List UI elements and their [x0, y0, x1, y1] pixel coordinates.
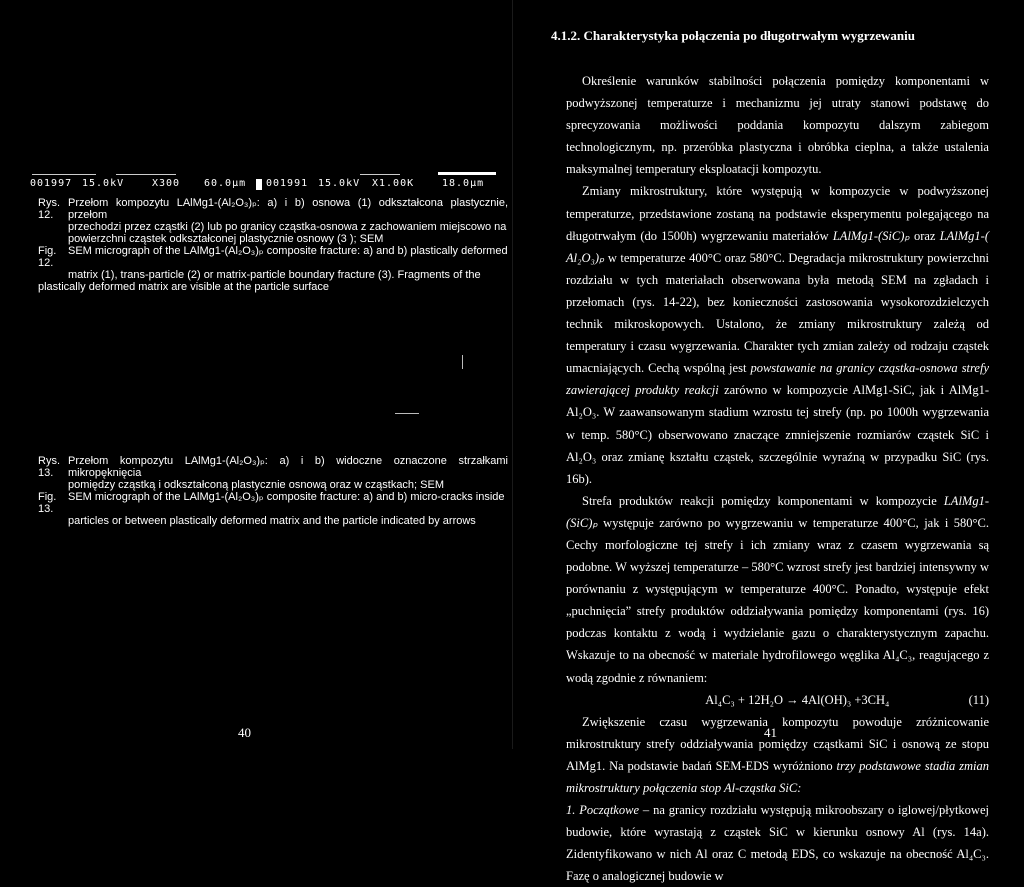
sem-right-scale: 18.0µm: [442, 178, 485, 189]
text-run-italic: LAlMg1-( Al₂O₃)ₚ: [566, 228, 989, 265]
body-text: [566, 70, 989, 887]
caption-text-en-cont: particles or between plastically deformed matrix and the particle indicated by arrows: [68, 515, 476, 527]
paragraph-2: [566, 180, 989, 489]
sem-micrograph-databar: [30, 178, 500, 192]
text-run-italic: LAlMg1-(SiC)ₚ: [832, 228, 910, 243]
caption-text-pl: Przełom kompozytu LAlMg1-(Al₂O₃)ₚ: a) i b) widoczne oznaczone strzałkami mikropęknięcia: [68, 455, 508, 479]
caption-label-pl: Rys. 12.: [38, 197, 60, 221]
text-run: zarówno w kompozycie AlMg1-SiC, jak i AlMg1-Al₂O₃. W zaawansowanym stadium wzrostu tej strefy (np. po 1000h wygrzewania w temp. 580°C) obserwowano znaczące zmniejszenie rozmiarów cząstek SiC i Al₂O₃ oraz zmianę kształtu cząstek, szczególnie wyraźną w przypadku SiC (rys. 16b).: [566, 383, 989, 486]
equation-text: Al₄C₃ + 12H₂O → 4Al(OH)₃ +3CH₄: [705, 692, 890, 707]
sem-right-kv: 15.0kV: [318, 178, 361, 189]
text-run: oraz: [909, 228, 940, 243]
databar-line: [360, 174, 400, 175]
caption-label-pl: Rys. 13.: [38, 455, 60, 479]
figure-12-caption: [38, 197, 508, 293]
text-run: występuje zarówno po wygrzewaniu w temperaturze 400°C, jak i 580°C. Cechy morfologiczne tej strefy i ich zmiany wraz z czasem wygrzewania są podobne. W wyższej temperaturze – 580°C wzrost strefy jest bardziej intensywny w porównaniu z występującym w temperaturze 400°C. Ponadto, występuje efekt „puchnięcia” strefy produktów oddziaływania pomiędzy komponentami (rys. 16) podczas kontaktu z wodą i wydzielanie gazu o charakterystycznym zapachu. Wskazuje to na obecność w materiale hydrofilowego węglika Al₄C₃, reagującego z wodą zgodnie z równaniem:: [566, 515, 989, 685]
paragraph-3: [566, 490, 989, 689]
caption-text-pl-cont: powierzchni cząstek odkształconej plastycznie osnowy (3 ); SEM: [68, 233, 384, 245]
section-heading: 4.1.2. Charakterystyka połączenia po długotrwałym wygrzewaniu: [551, 28, 915, 43]
sem-left-scale: 60.0µm: [204, 178, 247, 189]
caption-label-en: Fig. 13.: [38, 491, 57, 515]
sem-right-mag: X1.00K: [372, 178, 415, 189]
equation-number: (11): [968, 692, 989, 707]
paragraph-5: [566, 799, 989, 887]
text-run: Zmiany mikrostruktury, które występują w kompozycie w podwyższonej temperaturze, przedstawione zostaną na podstawie eksperymentu polegającego na długotrwałym (do 1500h) wygrzewaniu materiałów: [566, 184, 989, 243]
sem-marker: [256, 179, 262, 190]
figure-13-caption: [38, 455, 508, 527]
text-run: Zwiększenie czasu wygrzewania kompozytu powoduje zróżnicowanie mikrostruktury strefy oddziaływania pomiędzy cząstkami SiC i osnową ze stopu AlMg1. Na podstawie badań SEM-EDS wyróżniono: [566, 714, 989, 773]
text-run-italic: powstawanie na granicy cząstka-osnowa strefy zawierającej produkty reakcji: [566, 361, 989, 398]
databar-line: [438, 172, 496, 175]
scan-artifact: [462, 355, 463, 369]
caption-text-en: SEM micrograph of the LAlMg1-(Al₂O₃)ₚ composite fracture: a) and b) plastically deformed: [68, 245, 508, 257]
caption-text-en-cont: matrix (1), trans-particle (2) or matrix-particle boundary fracture (3). Fragments of the: [68, 269, 481, 281]
databar-line: [32, 174, 96, 175]
caption-text-en-cont: plastically deformed matrix are visible at the particle surface: [38, 281, 330, 293]
databar-line: [116, 174, 176, 175]
caption-text-en: SEM micrograph of the LAlMg1-(Al₂O₃)ₚ composite fracture: a) and b) micro-cracks inside: [68, 491, 505, 503]
caption-label-en: Fig. 12.: [38, 245, 57, 269]
sem-left-mag: X300: [152, 178, 181, 189]
page-number-right: 41: [764, 725, 777, 740]
text-run-italic: LAlMg1-(SiC)ₚ: [566, 493, 989, 530]
paragraph-4: [566, 711, 989, 799]
caption-text-pl-cont: pomiędzy cząstką i odkształconą plastycznie osnową oraz w cząstkach; SEM: [68, 479, 444, 491]
scan-artifact: [395, 413, 419, 414]
caption-text-pl: Przełom kompozytu LAlMg1-(Al₂O₃)ₚ: a) i b) osnowa (1) odkształcona plastycznie, przełom: [68, 197, 508, 221]
sem-left-kv: 15.0kV: [82, 178, 125, 189]
text-run: w temperaturze 400°C oraz 580°C. Degradacja mikrostruktury powierzchni rozdziału w tych materiałach obserwowana była metodą SEM na zgładach i przełomach (rys. 14-22), bez konieczności zastosowania wysokorozdzielczych technik mikroskopowych. Ustalono, że zmiany mikrostruktury zależą od temperatury i czasu wygrzewania. Charakter tych zmian zależy od rodzaju cząstek umacniających. Cechą wspólną jest: [566, 250, 989, 376]
text-run-italic: 1. Początkowe: [566, 803, 639, 818]
page-gutter: [512, 0, 513, 749]
page-number-left: 40: [238, 725, 251, 740]
caption-text-pl-cont: przechodzi przez cząstki (2) lub po granicy cząstka-osnowa z zachowaniem miejscowo na: [68, 221, 507, 233]
sem-right-code: 001991: [266, 178, 309, 189]
paragraph-1: Określenie warunków stabilności połączenia pomiędzy komponentami w podwyższonej temperaturze i mechanizmu jej utraty stanowi podstawę do sprecyzowania możliwości poddania kompozytu dalszym zabiegom technologicznym, np. przeróbka plastyczna i obróbka cieplna, a także ustalenia maksymalnej temperatury eksploatacji kompozytu.: [566, 74, 989, 177]
sem-left-code: 001997: [30, 178, 73, 189]
text-run-italic: trzy podstawowe stadia zmian mikrostruktury połączenia stop Al-cząstka SiC:: [566, 758, 989, 795]
text-run: – na granicy rozdziału występują mikroobszary o iglowej/płytkowej budowie, które wyrastają z cząstek SiC w kierunku osnowy Al (rys. 14a). Zidentyfikowano w nich Al oraz C metodą EDS, co wskazuje na obecność Al₄C₃. Fazę o analogicznej budowie w: [566, 803, 989, 884]
equation-11: [566, 689, 989, 711]
text-run: Strefa produktów reakcji pomiędzy komponentami w kompozycie: [582, 493, 944, 508]
